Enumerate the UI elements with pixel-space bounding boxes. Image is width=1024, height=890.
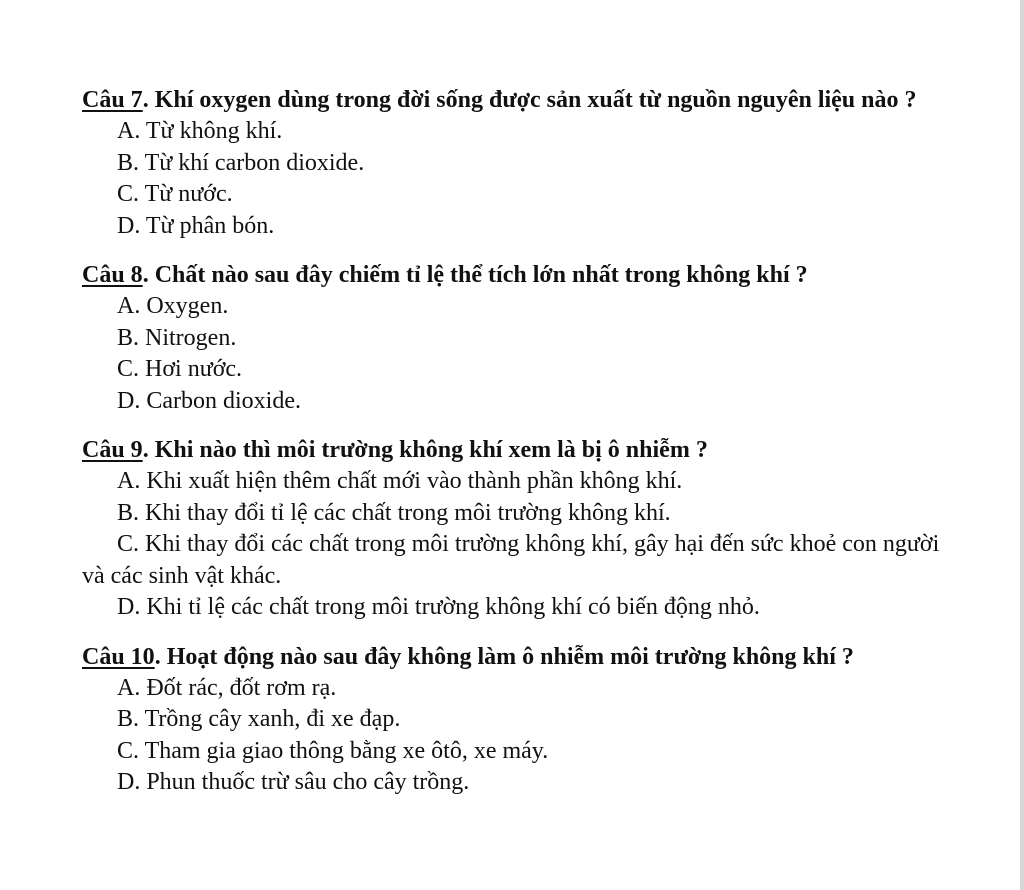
answer-option-d: D. Từ phân bón.	[117, 212, 275, 239]
answer-option-b: B. Khi thay đổi tỉ lệ các chất trong môi trường không khí.	[117, 499, 671, 526]
question-10	[82, 641, 962, 799]
question-label: Câu 7	[82, 87, 143, 113]
answer-option-c: C. Hơi nước.	[117, 356, 243, 382]
quiz-document	[82, 84, 962, 816]
answer-option-a: A. Từ không khí.	[117, 118, 283, 144]
question-heading	[82, 259, 962, 291]
answer-option-a: A. Oxygen.	[117, 293, 229, 319]
answer-option-b: B. Từ khí carbon dioxide.	[117, 149, 365, 176]
page-edge-shadow	[1020, 0, 1024, 890]
question-label: Câu 10	[82, 643, 155, 670]
answer-option-d: D. Phun thuốc trừ sâu cho cây trồng.	[117, 769, 470, 795]
answer-option-a: A. Đốt rác, đốt rơm rạ.	[117, 674, 337, 701]
question-9	[82, 434, 962, 624]
question-heading	[82, 434, 962, 466]
question-8	[82, 259, 962, 417]
answer-option-b: B. Nitrogen.	[117, 324, 237, 351]
question-text: . Khi nào thì môi trường không khí xem là bị ô nhiễm ?	[142, 437, 708, 463]
question-label: Câu 9	[82, 437, 143, 463]
answer-option-b: B. Trồng cây xanh, đi xe đạp.	[117, 706, 401, 732]
answer-option-c: C. Từ nước.	[117, 181, 233, 207]
answer-option-d: D. Carbon dioxide.	[117, 387, 301, 414]
answer-option-d: D. Khi tỉ lệ các chất trong môi trường không khí có biến động nhỏ.	[117, 594, 760, 620]
question-text: . Chất nào sau đây chiếm tỉ lệ thể tích lớn nhất trong không khí ?	[142, 262, 808, 288]
question-heading	[82, 641, 962, 673]
answer-option-c: C. Khi thay đổi các chất trong môi trường không khí, gây hại đến sức khoẻ con người và các sinh vật khác.	[82, 531, 940, 589]
answer-option-c: C. Tham gia giao thông bằng xe ôtô, xe máy.	[117, 737, 549, 764]
question-text: . Khí oxygen dùng trong đời sống được sản xuất từ nguồn nguyên liệu nào ?	[142, 87, 917, 113]
question-heading	[82, 84, 962, 116]
answer-option-a: A. Khi xuất hiện thêm chất mới vào thành phần không khí.	[117, 468, 683, 494]
question-text: . Hoạt động nào sau đây không làm ô nhiễm môi trường không khí ?	[154, 643, 854, 670]
question-label: Câu 8	[82, 262, 143, 288]
question-7	[82, 84, 962, 242]
